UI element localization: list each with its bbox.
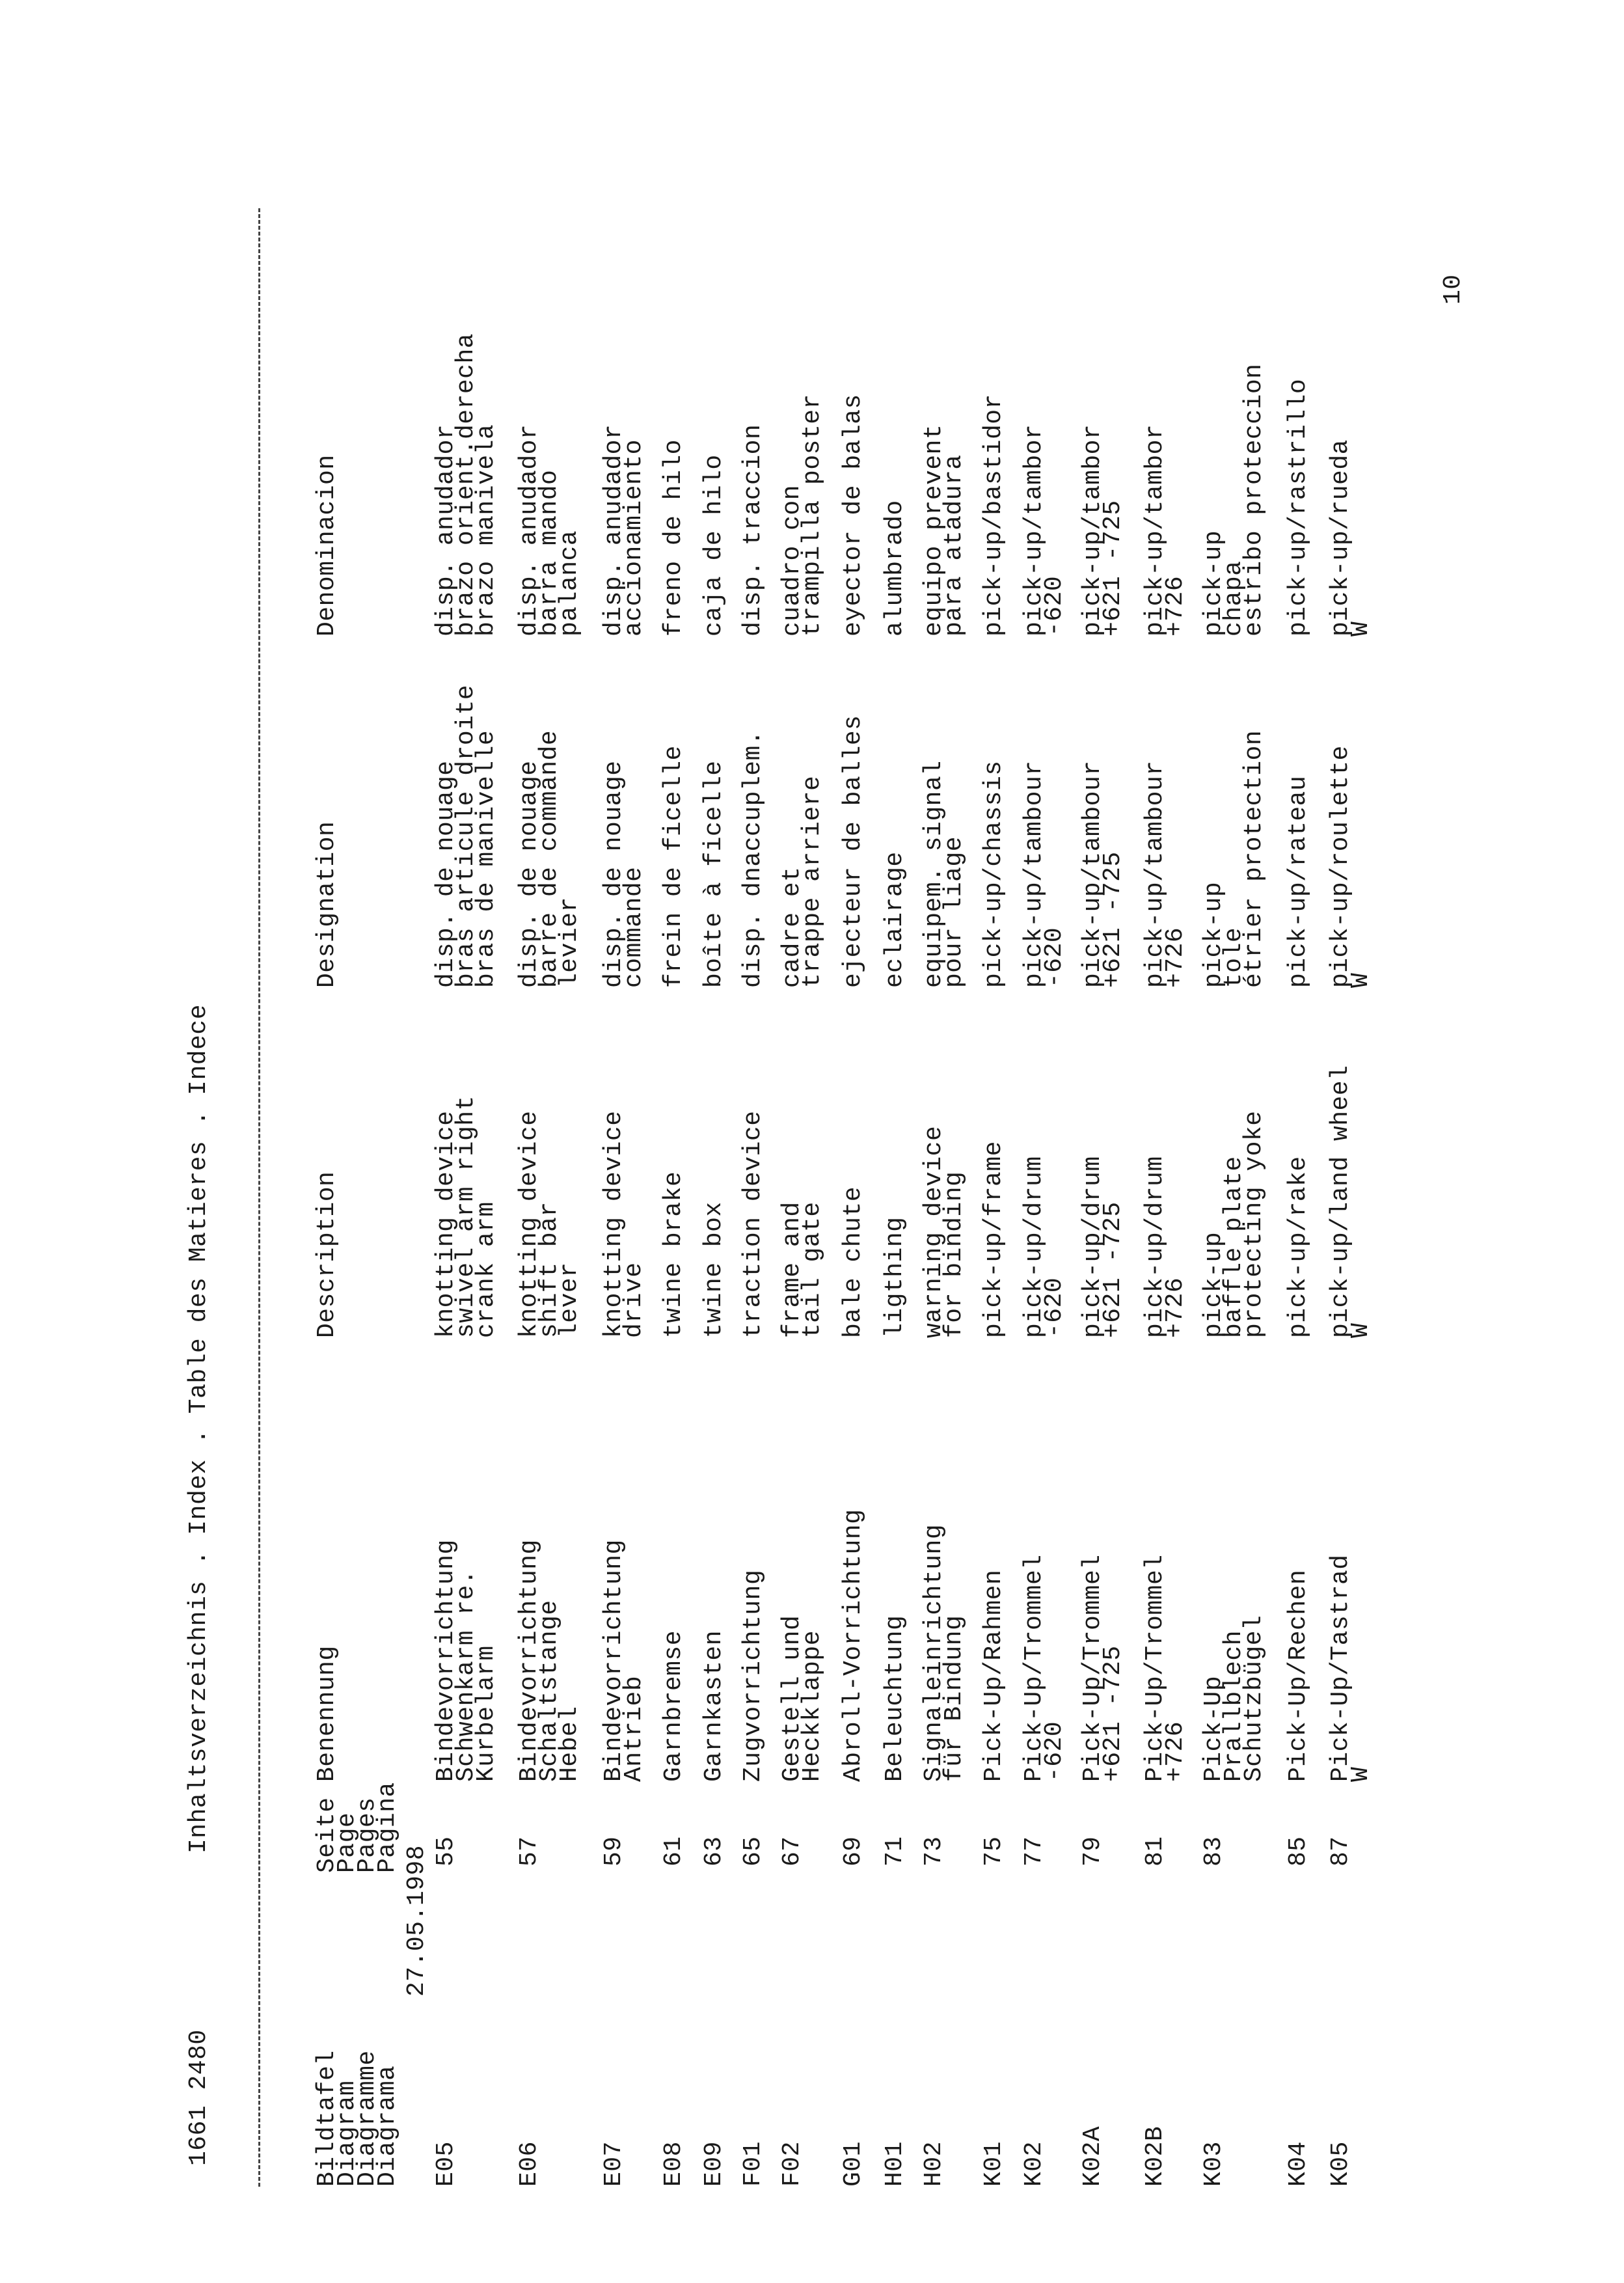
benennung-cell: Pick-Up/Tastrad W	[1327, 1554, 1375, 1782]
footer-date: 27.05.1998	[403, 1844, 431, 1997]
description-cell: ligthing	[881, 1216, 909, 1338]
designation-cell: disp. de nouage bras articule droite bras de manivelle	[432, 684, 500, 988]
designation-cell: pick-up/tambour +726	[1141, 760, 1189, 988]
col-header-benennung: Benennung	[313, 1645, 341, 1782]
page-ref: 77	[1020, 1836, 1048, 1866]
page-ref: 57	[515, 1836, 543, 1866]
designation-cell: pick-up tole étrier protection	[1200, 730, 1268, 988]
designation-cell: equipem. signal pour liage	[920, 760, 968, 988]
index-title: Inhaltsverzeichnis . Index . Table des Matieres . Indece	[185, 1004, 213, 1853]
benennung-cell: Zugvorrichtung	[739, 1569, 767, 1782]
page-ref: 69	[839, 1836, 867, 1866]
description-cell: bale chute	[839, 1186, 867, 1338]
denominacion-cell: eyector de balas	[839, 394, 867, 636]
page-ref: 79	[1079, 1836, 1107, 1866]
benennung-cell: Pick-Up/Trommel -620	[1020, 1554, 1068, 1782]
denominacion-cell: pick-up chapa estribo proteccion	[1200, 363, 1268, 636]
benennung-cell: Pick-Up/Rechen	[1284, 1569, 1312, 1782]
diagram-code: F01	[739, 2141, 767, 2187]
benennung-cell: Pick-Up/Trommel +726	[1141, 1554, 1189, 1782]
description-cell: warning device for binding	[920, 1125, 968, 1338]
page-ref: 63	[700, 1836, 728, 1866]
denominacion-cell: freno de hilo	[660, 439, 688, 636]
designation-cell: pick-up/tambour -620	[1020, 760, 1068, 988]
page-ref: 67	[778, 1836, 806, 1866]
diagram-code: K02A	[1079, 2126, 1107, 2187]
benennung-cell: Garnkasten	[700, 1630, 728, 1782]
diagram-code: K02B	[1141, 2126, 1169, 2187]
benennung-cell: Pick-Up/Rahmen	[980, 1569, 1008, 1782]
description-cell: knotting device drive	[600, 1110, 648, 1338]
designation-cell: cadre et trappe arriere	[778, 775, 826, 988]
page-ref: 81	[1141, 1836, 1169, 1866]
denominacion-cell: disp. traccion	[739, 424, 767, 636]
benennung-cell: Garnbremse	[660, 1630, 688, 1782]
denominacion-cell: pick-up/rastrillo	[1284, 378, 1312, 636]
denominacion-cell: disp. anudador accionamiento	[600, 424, 648, 636]
description-cell: twine brake	[660, 1171, 688, 1338]
designation-cell: pick-up/rateau	[1284, 775, 1312, 988]
benennung-cell: Pick-Up Prallblech Schutzbügel	[1200, 1615, 1268, 1782]
denominacion-cell: pick-up/tambor -620	[1020, 424, 1068, 636]
denominacion-cell: pick-up/tambor +621 -725	[1079, 424, 1127, 636]
diagram-code: K05	[1327, 2141, 1355, 2187]
denominacion-cell: pick-up/rueda W	[1327, 439, 1375, 636]
page-number: 10	[1439, 274, 1467, 305]
benennung-cell: Bindevorrichtung Schaltstange Hebel	[515, 1539, 584, 1782]
col-header-designation: Designation	[313, 821, 341, 988]
designation-cell: pick-up/tambour +621 -725	[1079, 760, 1127, 988]
header-divider	[258, 208, 260, 2187]
designation-cell: frein de ficelle	[660, 745, 688, 988]
designation-cell: disp. de nouage commande	[600, 760, 648, 988]
page-ref: 65	[739, 1836, 767, 1866]
diagram-code: K03	[1200, 2141, 1228, 2187]
benennung-cell: Beleuchtung	[881, 1615, 909, 1782]
designation-cell: pick-up/chassis	[980, 760, 1008, 988]
page-ref: 85	[1284, 1836, 1312, 1866]
document-number: 1661 2480	[185, 2029, 213, 2166]
page-ref: 59	[600, 1836, 628, 1866]
denominacion-cell: alumbrado	[881, 500, 909, 636]
col-header-description: Description	[313, 1171, 341, 1338]
page-ref: 75	[980, 1836, 1008, 1866]
benennung-cell: Abroll-Vorrichtung	[839, 1509, 867, 1782]
diagram-code: K04	[1284, 2141, 1312, 2187]
description-cell: pick-up/land wheel W	[1327, 1065, 1375, 1338]
description-cell: traction device	[739, 1110, 767, 1338]
diagram-code: E08	[660, 2141, 688, 2187]
page-ref: 73	[920, 1836, 948, 1866]
denominacion-cell: disp. anudador brazo orient.derecha brazo manivela	[432, 333, 500, 636]
diagram-code: G01	[839, 2141, 867, 2187]
description-cell: frame and tail gate	[778, 1201, 826, 1338]
description-cell: pick-up/drum +726	[1141, 1156, 1189, 1338]
benennung-cell: Bindevorrichtung Schwenkarm re. Kurbelarm	[432, 1539, 500, 1782]
designation-cell: boîte à ficelle	[700, 760, 728, 988]
description-cell: twine box	[700, 1201, 728, 1338]
description-cell: pick-up/drum +621 -725	[1079, 1156, 1127, 1338]
denominacion-cell: pick-up/tambor +726	[1141, 424, 1189, 636]
benennung-cell: Bindevorrichtung Antrieb	[600, 1539, 648, 1782]
denominacion-cell: equipo prevent para atadura	[920, 424, 968, 636]
designation-cell: ejecteur de balles	[839, 715, 867, 988]
diagram-code: E05	[432, 2141, 460, 2187]
diagram-code: F02	[778, 2141, 806, 2187]
diagram-code: H02	[920, 2141, 948, 2187]
description-cell: pick-up baffle plate protecting yoke	[1200, 1110, 1268, 1338]
diagram-code: K01	[980, 2141, 1008, 2187]
denominacion-cell: disp. anudador barra mando palanca	[515, 424, 584, 636]
col-header-diagram: Bildtafel Diagram Diagramme Diagrama	[313, 2050, 401, 2187]
description-cell: pick-up/frame	[980, 1141, 1008, 1338]
benennung-cell: Signaleinrichtung für Bindung	[920, 1524, 968, 1782]
page-ref: 83	[1200, 1836, 1228, 1866]
diagram-code: H01	[881, 2141, 909, 2187]
page-ref: 87	[1327, 1836, 1355, 1866]
description-cell: knotting device swivel arm right crank arm	[432, 1095, 500, 1338]
benennung-cell: Pick-Up/Trommel +621 -725	[1079, 1554, 1127, 1782]
page-ref: 71	[881, 1836, 909, 1866]
col-header-page: Seite Page Pages Pagina	[313, 1782, 401, 1873]
designation-cell: disp. de nouage barre de commande levier	[515, 730, 584, 988]
description-cell: knotting device shift bar lever	[515, 1110, 584, 1338]
diagram-code: K02	[1020, 2141, 1048, 2187]
designation-cell: pick-up/roulette W	[1327, 745, 1375, 988]
denominacion-cell: caja de hilo	[700, 454, 728, 636]
designation-cell: disp. dnaccuplem.	[739, 730, 767, 988]
denominacion-cell: pick-up/bastidor	[980, 394, 1008, 636]
denominacion-cell: cuadro con trampilla poster	[778, 394, 826, 636]
diagram-code: E07	[600, 2141, 628, 2187]
diagram-code: E09	[700, 2141, 728, 2187]
description-cell: pick-up/rake	[1284, 1156, 1312, 1338]
benennung-cell: Gestell und Heckklappe	[778, 1615, 826, 1782]
description-cell: pick-up/drum -620	[1020, 1156, 1068, 1338]
diagram-code: E06	[515, 2141, 543, 2187]
col-header-denominacion: Denominacion	[313, 454, 341, 636]
page-ref: 61	[660, 1836, 688, 1866]
page-ref: 55	[432, 1836, 460, 1866]
designation-cell: eclairage	[881, 851, 909, 988]
